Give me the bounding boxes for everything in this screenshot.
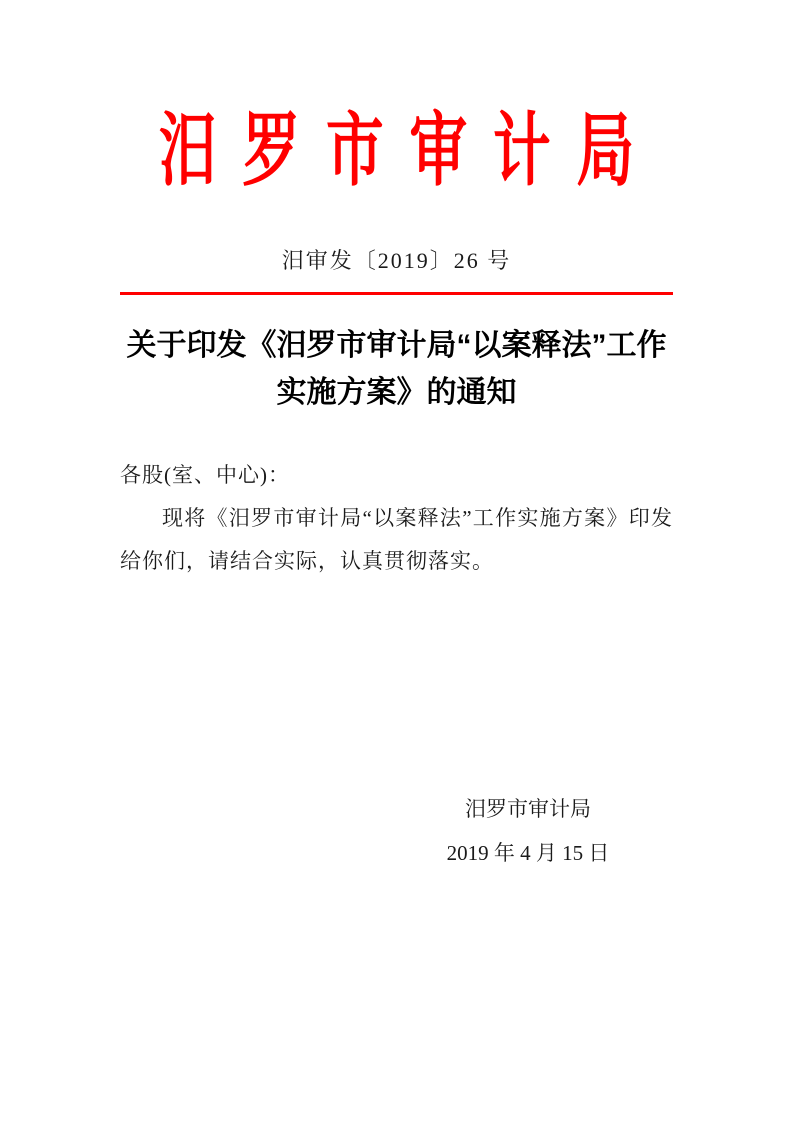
document-number: 汨审发〔2019〕26 号 [281,248,512,273]
notice-title-line2: 实施方案》的通知 [276,376,517,409]
signature-block [408,787,648,875]
salutation: 各股(室、中心)： [120,463,290,487]
agency-letterhead: 汨罗市审计局 [158,108,661,196]
signature-date: 2019 年 4 月 15 日 [446,841,610,865]
signature-agency: 汨罗市审计局 [465,797,591,821]
notice-title-line1: 关于印发《汨罗市审计局“以案释法”工作 [126,329,667,362]
document-body [120,454,673,583]
red-divider-line [120,292,673,295]
body-paragraph: 现将《汨罗市审计局“以案释法”工作实施方案》印发给你们，请结合实际，认真贯彻落实。 [120,506,673,573]
notice-title [0,322,793,416]
